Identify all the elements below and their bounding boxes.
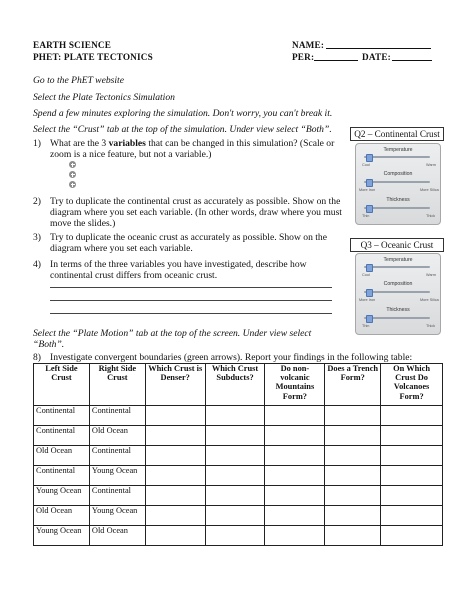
answer-cell[interactable] <box>381 526 443 546</box>
plus-bullet-icon <box>69 181 76 188</box>
table-row <box>34 526 443 546</box>
answer-cell[interactable] <box>205 506 265 526</box>
answer-line[interactable] <box>50 287 332 288</box>
header-subducts: Which Crust Subducts? <box>205 364 265 406</box>
composition-label: Composition <box>383 171 413 177</box>
answer-cell[interactable] <box>381 406 443 426</box>
instruction-website: Go to the PhET website <box>33 75 124 86</box>
answer-cell[interactable] <box>145 506 205 526</box>
cool-label: Cool <box>362 273 370 277</box>
right-crust-cell: Continental <box>89 406 145 426</box>
header-right-side-crust: Right Side Crust <box>89 364 145 406</box>
thickness-label: Thickness <box>386 307 410 313</box>
answer-cell[interactable] <box>381 446 443 466</box>
q8-number: 8) <box>33 352 41 363</box>
answer-cell[interactable] <box>325 426 381 446</box>
answer-cell[interactable] <box>265 426 325 446</box>
answer-cell[interactable] <box>265 406 325 426</box>
temperature-slider-track[interactable] <box>364 156 430 158</box>
table-row <box>34 506 443 526</box>
q2-panel-label: Q2 – Continental Crust <box>350 127 444 141</box>
question-2: Try to duplicate the continental crust as accurately as possible. Show on the diagram where you set each variable. (In other words, draw where you must move the slides.) <box>50 196 342 229</box>
table-row <box>34 446 443 466</box>
worksheet-subject: PHET: PLATE TECTONICS <box>33 52 153 62</box>
header-left-side-crust: Left Side Crust <box>34 364 90 406</box>
answer-cell[interactable] <box>145 426 205 446</box>
date-field[interactable] <box>392 50 432 61</box>
thickness-slider-track[interactable] <box>364 317 430 319</box>
oceanic-crust-sim-panel <box>355 253 441 335</box>
question-4: In terms of the three variables you have investigated, describe how continental crust differs from oceanic crust. <box>50 259 307 281</box>
thin-label: Thin <box>362 324 370 328</box>
right-crust-cell: Old Ocean <box>89 526 145 546</box>
course-title: EARTH SCIENCE <box>33 40 112 50</box>
table-row <box>34 466 443 486</box>
temperature-slider-knob[interactable] <box>366 154 373 162</box>
composition-slider-knob[interactable] <box>366 179 373 187</box>
right-crust-cell: Young Ocean <box>89 506 145 526</box>
answer-cell[interactable] <box>205 426 265 446</box>
composition-label: Composition <box>383 281 413 287</box>
answer-cell[interactable] <box>145 526 205 546</box>
answer-cell[interactable] <box>325 406 381 426</box>
answer-cell[interactable] <box>145 466 205 486</box>
more-iron-label: More Iron <box>359 188 376 192</box>
question-8: Investigate convergent boundaries (green arrows). Report your findings in the following table: <box>50 352 413 363</box>
answer-cell[interactable] <box>325 446 381 466</box>
q1-text-post: that can be changed in this simulation? (Scale or zoom is a nice feature, but not a variable.) <box>50 138 335 160</box>
q1-text-pre: What are the 3 <box>50 138 109 149</box>
temperature-slider-track[interactable] <box>364 266 430 268</box>
q2-number: 2) <box>33 196 41 207</box>
continental-crust-sim-panel <box>355 143 441 225</box>
left-crust-cell: Old Ocean <box>34 506 90 526</box>
plus-bullet-icon <box>69 171 76 178</box>
convergent-boundaries-table <box>33 363 443 546</box>
answer-cell[interactable] <box>381 466 443 486</box>
left-crust-cell: Young Ocean <box>34 486 90 506</box>
right-crust-cell: Continental <box>89 486 145 506</box>
right-crust-cell: Continental <box>89 446 145 466</box>
thickness-slider-knob[interactable] <box>366 205 373 213</box>
answer-cell[interactable] <box>381 486 443 506</box>
composition-slider-knob[interactable] <box>366 289 373 297</box>
answer-cell[interactable] <box>145 406 205 426</box>
thin-label: Thin <box>362 214 370 218</box>
left-crust-cell: Continental <box>34 466 90 486</box>
composition-slider-track[interactable] <box>364 181 430 183</box>
plus-bullet-icon <box>69 161 76 168</box>
header-trench: Does a Trench Form? <box>325 364 381 406</box>
instruction-plate-motion: Select the “Plate Motion” tab at the top of the screen. Under view select “Both”. <box>33 328 312 350</box>
q3-panel-label: Q3 – Oceanic Crust <box>350 238 444 252</box>
date-label: DATE: <box>362 52 391 62</box>
thickness-slider-knob[interactable] <box>366 315 373 323</box>
header-volcanoes: On Which Crust Do Volcanoes Form? <box>381 364 443 406</box>
header-mountains: Do non-volcanic Mountains Form? <box>265 364 325 406</box>
more-silica-label: More Silica <box>420 188 439 192</box>
table-row <box>34 406 443 426</box>
temperature-label: Temperature <box>383 147 413 153</box>
period-field[interactable] <box>314 50 358 61</box>
instruction-crust-tab: Select the “Crust” tab at the top of the simulation. Under view select “Both”. <box>33 124 332 135</box>
thick-label: Thick <box>426 214 436 218</box>
more-silica-label: More Silica <box>420 298 439 302</box>
q1-keyword: variables <box>108 138 146 149</box>
answer-cell[interactable] <box>265 466 325 486</box>
warm-label: Warm <box>426 273 436 277</box>
answer-cell[interactable] <box>205 446 265 466</box>
table-header-row <box>34 364 443 406</box>
more-iron-label: More Iron <box>359 298 376 302</box>
answer-cell[interactable] <box>325 506 381 526</box>
right-crust-cell: Old Ocean <box>89 426 145 446</box>
name-label: NAME: <box>292 40 325 50</box>
name-field[interactable] <box>326 38 431 49</box>
table-row <box>34 486 443 506</box>
header-denser: Which Crust is Denser? <box>145 364 205 406</box>
warm-label: Warm <box>426 163 436 167</box>
answer-cell[interactable] <box>325 526 381 546</box>
answer-cell[interactable] <box>265 506 325 526</box>
answer-cell[interactable] <box>325 486 381 506</box>
period-label: PER: <box>292 52 315 62</box>
left-crust-cell: Young Ocean <box>34 526 90 546</box>
instruction-select-sim: Select the Plate Tectonics Simulation <box>33 92 175 103</box>
cool-label: Cool <box>362 163 370 167</box>
answer-cell[interactable] <box>205 466 265 486</box>
answer-cell[interactable] <box>205 526 265 546</box>
answer-cell[interactable] <box>145 446 205 466</box>
answer-cell[interactable] <box>205 486 265 506</box>
composition-slider-track[interactable] <box>364 291 430 293</box>
thickness-slider-track[interactable] <box>364 207 430 209</box>
answer-line[interactable] <box>50 300 332 301</box>
answer-cell[interactable] <box>265 486 325 506</box>
answer-cell[interactable] <box>265 446 325 466</box>
question-3: Try to duplicate the oceanic crust as accurately as possible. Show on the diagram where you set each variable. <box>50 232 327 254</box>
left-crust-cell: Old Ocean <box>34 446 90 466</box>
answer-cell[interactable] <box>381 426 443 446</box>
instruction-explore: Spend a few minutes exploring the simulation. Don't worry, you can't break it. <box>33 108 333 119</box>
table-row <box>34 426 443 446</box>
answer-line[interactable] <box>50 313 332 314</box>
temperature-slider-knob[interactable] <box>366 264 373 272</box>
q3-number: 3) <box>33 232 41 243</box>
answer-cell[interactable] <box>381 506 443 526</box>
left-crust-cell: Continental <box>34 426 90 446</box>
answer-cell[interactable] <box>325 466 381 486</box>
answer-cell[interactable] <box>205 406 265 426</box>
q1-number: 1) <box>33 138 41 149</box>
answer-cell[interactable] <box>145 486 205 506</box>
question-1 <box>50 138 350 160</box>
thick-label: Thick <box>426 324 436 328</box>
thickness-label: Thickness <box>386 197 410 203</box>
q4-number: 4) <box>33 259 41 270</box>
temperature-label: Temperature <box>383 257 413 263</box>
left-crust-cell: Continental <box>34 406 90 426</box>
right-crust-cell: Young Ocean <box>89 466 145 486</box>
answer-cell[interactable] <box>265 526 325 546</box>
